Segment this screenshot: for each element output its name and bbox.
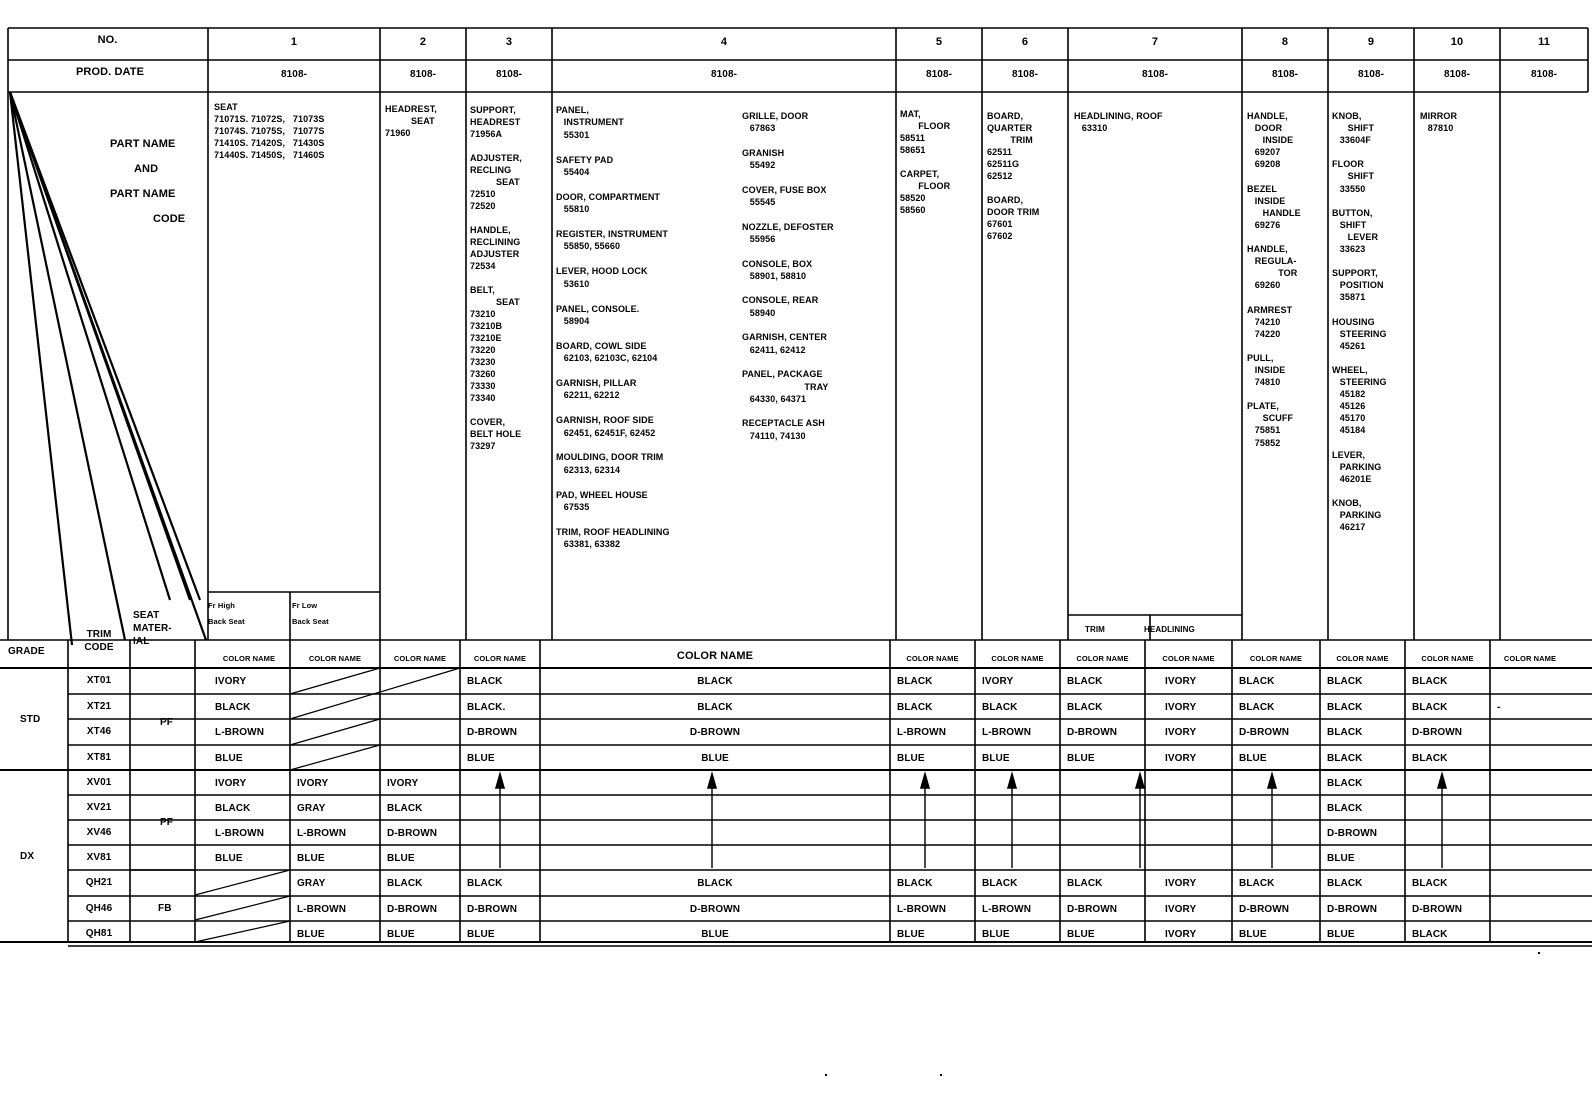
grid-line xyxy=(195,896,290,920)
column-prod-date-2: 8108- xyxy=(409,69,437,80)
color-cell: BLACK xyxy=(1327,702,1363,713)
color-cell: GRAY xyxy=(297,878,326,889)
up-arrow-icon xyxy=(1008,774,1016,788)
color-cell: BLUE xyxy=(1239,929,1267,940)
trim-code: XT21 xyxy=(86,701,112,712)
color-cell: D-BROWN xyxy=(1327,828,1378,839)
header-no-label: NO. xyxy=(97,34,118,46)
part-name-label-4: CODE xyxy=(153,213,186,225)
column-prod-date-8: 8108- xyxy=(1271,69,1299,80)
color-cell: BLACK xyxy=(897,878,933,889)
color-cell: BLACK xyxy=(215,702,251,713)
color-cell: IVORY xyxy=(297,778,329,789)
color-cell: BLUE xyxy=(297,929,325,940)
color-cell: BLACK xyxy=(897,702,933,713)
color-name-header: COLOR NAME xyxy=(308,654,362,663)
color-cell: IVORY xyxy=(1165,878,1197,889)
color-cell: L-BROWN xyxy=(215,828,265,839)
grid-line xyxy=(195,921,290,942)
color-cell: D-BROWN xyxy=(1067,904,1118,915)
column-number-1: 1 xyxy=(290,36,298,48)
grade-dx: DX xyxy=(20,851,35,862)
grid-line xyxy=(195,870,290,895)
color-cell: BLUE xyxy=(1067,929,1095,940)
color-cell: BLUE xyxy=(387,853,415,864)
column-number-6: 6 xyxy=(1021,36,1029,48)
column-prod-date-6: 8108- xyxy=(1011,69,1039,80)
part-list-col1: SEAT 71071S. 71072S, 71073S 71074S. 71075S, 71077S 71410S. 71420S, 71430S 71440S. 71450S, 71460S xyxy=(214,102,325,160)
color-cell: BLUE xyxy=(467,929,495,940)
column-number-5: 5 xyxy=(935,36,943,48)
color-cell: BLUE xyxy=(701,753,729,764)
scan-speck xyxy=(940,1074,942,1076)
color-cell: L-BROWN xyxy=(982,727,1032,738)
up-arrow-icon xyxy=(1268,774,1276,788)
up-arrow-icon xyxy=(708,774,716,788)
color-cell: D-BROWN xyxy=(1067,727,1118,738)
seat-material-label: SEAT MATER- IAL xyxy=(133,610,172,647)
grade-label: GRADE xyxy=(8,646,45,657)
part-list-col1-high-back: Fr High Back Seat xyxy=(208,601,245,626)
color-cell: BLACK xyxy=(1239,702,1275,713)
color-cell: D-BROWN xyxy=(689,727,741,738)
header-prod-date-label: PROD. DATE xyxy=(75,66,145,78)
color-name-header: COLOR NAME xyxy=(1162,654,1215,663)
color-name-header: COLOR NAME xyxy=(393,654,447,663)
color-cell: BLUE xyxy=(897,929,925,940)
up-arrow-icon xyxy=(921,774,929,788)
trim-code: QH46 xyxy=(85,903,113,914)
color-cell: BLACK xyxy=(697,878,733,889)
part-list-col9: KNOB, SHIFT 33604F FLOOR SHIFT 33550 BUTTON, SHIFT LEVER 33623 SUPPORT, POSITION 35871 HOUSING STEERING 45261 WHEEL, STEERING 45182 45126 45170 45184 LEVER, PARKING 46201E KNOB, PARKING 46217 xyxy=(1332,111,1387,533)
column-prod-date-5: 8108- xyxy=(925,69,953,80)
color-cell: BLACK xyxy=(697,676,733,687)
column-number-7: 7 xyxy=(1151,36,1159,48)
color-cell: BLUE xyxy=(215,853,243,864)
color-cell: L-BROWN xyxy=(897,727,947,738)
up-arrow-icon xyxy=(1136,774,1144,788)
trim-code: XV21 xyxy=(86,802,112,813)
grade-std: STD xyxy=(20,714,41,725)
color-cell: BLUE xyxy=(467,753,495,764)
color-cell: BLACK xyxy=(387,803,423,814)
part-list-col7: HEADLINING, ROOF 63310 xyxy=(1074,111,1163,133)
color-cell: BLACK xyxy=(697,702,733,713)
scan-speck xyxy=(1538,952,1540,954)
color-cell: BLACK xyxy=(982,878,1018,889)
color-cell: BLACK xyxy=(1327,727,1363,738)
column-number-9: 9 xyxy=(1367,36,1375,48)
color-cell: IVORY xyxy=(1165,929,1197,940)
grid-line xyxy=(290,745,380,770)
scan-speck xyxy=(825,1074,827,1076)
part-list-col4-left: PANEL, INSTRUMENT 55301 SAFETY PAD 55404 DOOR, COMPARTMENT 55810 REGISTER, INSTRUMENT 55850, 55660 LEVER, HOOD LOCK 53610 PANEL, CONSOLE. 58904 BOARD, COWL SIDE 62103, 62103C, 62104 GARNISH, PILLAR 62211, 62212 GARNISH, ROOF SIDE 62451, 62451F, 62452 MOULDING, DOOR TRIM 62313, 62314 PAD, WHEEL HOUSE 67535 TRIM, ROOF HEADLINING 63381, 63382 xyxy=(556,105,670,550)
color-cell: BLUE xyxy=(215,753,243,764)
material-dx-pf: PF xyxy=(160,817,173,828)
color-cell: D-BROWN xyxy=(467,727,518,738)
part-list-col8: HANDLE, DOOR INSIDE 69207 69208 BEZEL INSIDE HANDLE 69276 HANDLE, REGULA- TOR 69260 ARMREST 74210 74220 PULL, INSIDE 74810 PLATE, SCUFF 75851 75852 xyxy=(1247,111,1301,448)
trim-code-label: TRIM CODE xyxy=(84,629,114,653)
color-cell: BLACK xyxy=(1412,702,1448,713)
color-cell: BLUE xyxy=(387,929,415,940)
color-cell: BLUE xyxy=(897,753,925,764)
color-cell: BLACK xyxy=(1239,676,1275,687)
column-prod-date-3: 8108- xyxy=(495,69,523,80)
color-cell: BLUE xyxy=(1067,753,1095,764)
color-cell: BLACK xyxy=(1067,702,1103,713)
color-cell: IVORY xyxy=(387,778,419,789)
color-cell: L-BROWN xyxy=(297,828,347,839)
color-cell: IVORY xyxy=(215,778,247,789)
color-cell: BLACK xyxy=(467,676,503,687)
color-name-header: COLOR NAME xyxy=(906,654,959,663)
color-cell: BLACK xyxy=(897,676,933,687)
color-cell: BLACK xyxy=(215,803,251,814)
color-cell: IVORY xyxy=(1165,904,1197,915)
color-cell: IVORY xyxy=(215,676,247,687)
color-cell: BLACK xyxy=(1412,676,1448,687)
color-name-header: COLOR NAME xyxy=(991,654,1044,663)
color-cell: BLACK xyxy=(1327,878,1363,889)
grid-line xyxy=(290,668,380,694)
color-name-header: COLOR NAME xyxy=(1421,654,1474,663)
trim-code: XT81 xyxy=(86,752,112,763)
trim-code: QH81 xyxy=(85,928,113,939)
color-cell: BLUE xyxy=(1327,853,1355,864)
color-cell: - xyxy=(1497,702,1501,713)
color-cell: BLACK xyxy=(1412,929,1448,940)
color-cell: BLACK xyxy=(1067,878,1103,889)
color-name-header: COLOR NAME xyxy=(1336,654,1389,663)
part-list-col5: MAT, FLOOR 58511 58651 CARPET, FLOOR 58520 58560 xyxy=(900,109,951,215)
part-name-label-3: PART NAME xyxy=(110,188,176,200)
color-cell: BLACK xyxy=(1327,803,1363,814)
color-cell: BLACK xyxy=(982,702,1018,713)
color-cell: D-BROWN xyxy=(1412,727,1463,738)
part-list-col10: MIRROR 87810 xyxy=(1420,111,1458,133)
color-cell: BLACK xyxy=(1067,676,1103,687)
color-cell: IVORY xyxy=(1165,727,1197,738)
color-cell: BLUE xyxy=(982,929,1010,940)
part-name-label-2: AND xyxy=(134,163,159,175)
color-cell: L-BROWN xyxy=(297,904,347,915)
color-cell: IVORY xyxy=(982,676,1014,687)
color-cell: D-BROWN xyxy=(1412,904,1463,915)
trim-code: XV81 xyxy=(86,852,112,863)
part-list-col3: SUPPORT, HEADREST 71956A ADJUSTER, RECLING SEAT 72510 72520 HANDLE, RECLINING ADJUSTER 72534 BELT, SEAT 73210 73210B 73210E 73220 73230 73260 73330 73340 COVER, BELT HOLE 73297 xyxy=(470,105,522,451)
color-cell: BLACK xyxy=(1327,676,1363,687)
color-cell: BLUE xyxy=(701,929,729,940)
part-list-col7-headlining-label: HEADLINING xyxy=(1144,625,1195,634)
color-cell: D-BROWN xyxy=(1239,727,1290,738)
column-prod-date-1: 8108- xyxy=(280,69,308,80)
color-cell: BLACK. xyxy=(467,702,506,713)
trim-code: XT46 xyxy=(86,726,112,737)
color-cell: GRAY xyxy=(297,803,326,814)
color-cell: D-BROWN xyxy=(689,904,741,915)
column-prod-date-7: 8108- xyxy=(1141,69,1169,80)
column-number-2: 2 xyxy=(419,36,427,48)
column-number-4: 4 xyxy=(720,36,728,48)
part-list-col2: HEADREST, SEAT 71960 xyxy=(385,104,437,138)
column-number-10: 10 xyxy=(1450,36,1464,48)
grid-line xyxy=(290,719,380,745)
color-cell: BLACK xyxy=(1412,753,1448,764)
color-cell: D-BROWN xyxy=(467,904,518,915)
column-prod-date-4: 8108- xyxy=(710,69,738,80)
color-cell: BLACK xyxy=(1412,878,1448,889)
color-cell: IVORY xyxy=(1165,676,1197,687)
color-cell: D-BROWN xyxy=(387,904,438,915)
color-name-header: COLOR NAME xyxy=(676,650,754,662)
trim-code: QH21 xyxy=(85,877,113,888)
color-cell: BLACK xyxy=(387,878,423,889)
column-prod-date-11: 8108- xyxy=(1530,69,1558,80)
color-name-header: COLOR NAME xyxy=(222,654,276,663)
color-cell: D-BROWN xyxy=(387,828,438,839)
part-name-label-1: PART NAME xyxy=(110,138,176,150)
part-list-col1-low-back: Fr Low Back Seat xyxy=(292,601,329,626)
column-number-8: 8 xyxy=(1281,36,1289,48)
part-list-col6: BOARD, QUARTER TRIM 62511 62511G 62512 BOARD, DOOR TRIM 67601 67602 xyxy=(987,111,1040,241)
up-arrow-icon xyxy=(1438,774,1446,788)
up-arrow-icon xyxy=(496,774,504,788)
color-cell: L-BROWN xyxy=(215,727,265,738)
trim-code: XV46 xyxy=(86,827,112,838)
material-std-pf: PF xyxy=(160,717,173,728)
part-list-col7-trim-label: TRIM xyxy=(1085,625,1105,634)
color-cell: BLACK xyxy=(1239,878,1275,889)
part-list-col4-right: GRILLE, DOOR 67863 GRANISH 55492 COVER, FUSE BOX 55545 NOZZLE, DEFOSTER 55956 CONSOLE, BOX 58901, 58810 CONSOLE, REAR 58940 GARNISH, CENTER 62411, 62412 PANEL, PACKAGE TRAY 64330, 64371 RECEPTACLE ASH 74110, 74130 xyxy=(742,111,834,441)
color-cell: IVORY xyxy=(1165,702,1197,713)
column-prod-date-9: 8108- xyxy=(1357,69,1385,80)
column-number-11: 11 xyxy=(1538,36,1550,48)
color-cell: BLUE xyxy=(982,753,1010,764)
trim-code: XV01 xyxy=(86,777,112,788)
color-cell: BLUE xyxy=(1327,929,1355,940)
column-number-3: 3 xyxy=(505,36,513,48)
color-cell: D-BROWN xyxy=(1239,904,1290,915)
color-cell: BLUE xyxy=(1239,753,1267,764)
color-cell: L-BROWN xyxy=(982,904,1032,915)
color-name-header: COLOR NAME xyxy=(473,654,527,663)
color-cell: BLACK xyxy=(1327,753,1363,764)
color-cell: D-BROWN xyxy=(1327,904,1378,915)
material-dx-fb: FB xyxy=(158,903,172,914)
color-name-header: COLOR NAME xyxy=(1249,654,1303,663)
color-cell: BLACK xyxy=(467,878,503,889)
color-cell: BLACK xyxy=(1327,778,1363,789)
color-cell: IVORY xyxy=(1165,753,1197,764)
color-name-header: COLOR NAME xyxy=(1503,654,1557,663)
trim-code: XT01 xyxy=(86,675,112,686)
color-cell: BLUE xyxy=(297,853,325,864)
color-cell: L-BROWN xyxy=(897,904,947,915)
color-name-header: COLOR NAME xyxy=(1076,654,1129,663)
column-prod-date-10: 8108- xyxy=(1443,69,1471,80)
